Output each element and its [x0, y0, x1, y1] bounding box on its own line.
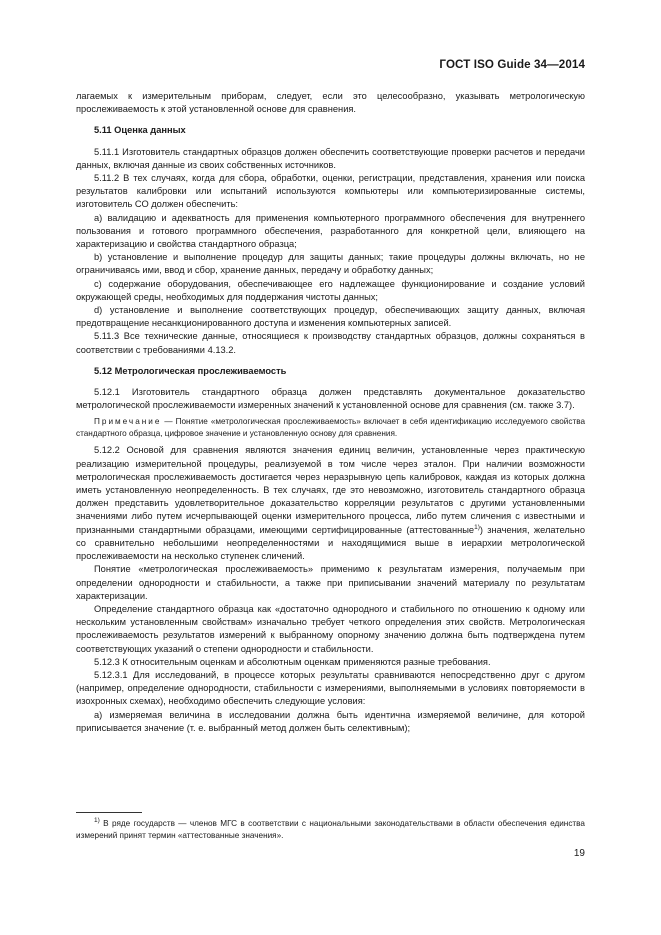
paragraph-5-12-3: 5.12.3 К относительным оценкам и абсолютным оценкам применяются разные требования.: [94, 656, 491, 667]
section-heading-5-12: 5.12 Метрологическая прослеживаемость: [94, 365, 287, 376]
section-heading-5-11: 5.11 Оценка данных: [94, 125, 186, 136]
note-text: — Понятие «метрологическая прослеживаемость» включает в себя идентификацию исследуемого свойства стандартного образца, цифровое значение и установленную основу для сравнения.: [76, 417, 585, 439]
paragraph-5-12-3-1: 5.12.3.1 Для исследований, в процессе которых результаты сравниваются непосредственно друг с другом (например, определение однородности, стабильности с измерениями, выполняемыми в условиях повторяемости в изохронных схемах), необходимо обеспечить следующие условия:: [76, 669, 585, 707]
note: [76, 416, 585, 440]
document-id-header: ГОСТ ISO Guide 34—2014: [439, 58, 585, 71]
footnote: [76, 818, 585, 842]
list-item-a-2: a) измеряемая величина в исследовании должна быть идентична измеряемой величине, для которой приписывается значение (т. е. выбранный метод должен быть селективным);: [76, 709, 585, 733]
footnote-separator: [76, 812, 142, 813]
paragraph-5-11-1: 5.11.1 Изготовитель стандартных образцов должен обеспечить соответствующие проверки расчетов и передачи данных, включая данные из своих собственных источников.: [76, 146, 585, 170]
paragraph-5-12-1: 5.12.1 Изготовитель стандартного образца должен представлять документальное доказательство метрологической прослеживаемости измеренных значений к установленной основе для сравнения (см. также 3.7).: [76, 387, 585, 411]
note-label: Примечание: [94, 417, 162, 427]
paragraph-5-11-3: 5.11.3 Все технические данные, относящиеся к производству стандартных образцов, должны сохраняться в соответствии с требованиями 4.13.2.: [76, 331, 585, 355]
list-item-d: d) установление и выполнение соответствующих процедур, обеспечивающих защиту данных, включая предотвращение несанкционированного доступа и изменения компьютерных записей.: [76, 305, 585, 329]
paragraph-5-12-2-part1: 5.12.2 Основой для сравнения являются значения единиц величин, установленные через практическую реализацию измерительной процедуры, реализуемой в том числе через эталон. При наличии возможности метрологическая прослеживаемость достигается через неразрывную цепь калибровок, каждая из которых должна иметь установленную неопределенность. В тех случаях, где это невозможно, изготовитель стандартного образца должен представить удовлетворительное доказательство корреляции результатов с другими установленными значениями либо путем исчерпывающей оценки измерительного процесса, либо путем сличения с известными и признанными стандартными образцами, имеющими сертифицированные (аттестованные: [76, 445, 585, 535]
footnote-reference: 1): [474, 523, 480, 531]
paragraph-5-12-2: [76, 444, 585, 563]
page-number: 19: [573, 848, 585, 859]
paragraph-concept: Понятие «метрологическая прослеживаемость» применимо к результатам измерения, получаемым при определении однородности и стабильности, а также при приписывании значений материалу по результатам характеризации.: [76, 564, 585, 601]
footnote-marker: 1): [94, 817, 100, 824]
list-item-a: a) валидацию и адекватность для применения компьютерного программного обеспечения для внутреннего пользования и готового программного обеспечения, разработанного для конкретной цели, влияющего на характеризацию и свойства стандартного образца;: [76, 212, 585, 250]
paragraph-5-11-2: 5.11.2 В тех случаях, когда для сбора, обработки, оценки, регистрации, представления, хранения или поиска результатов калибровки или испытаний используются компьютеры или компьютеризированные системы, изготовитель СО должен обеспечить:: [76, 173, 585, 210]
list-item-c: c) содержание оборудования, обеспечивающее его надлежащее функционирование и создание условий окружающей среды, необходимых для поддержания чистоты данных;: [76, 278, 585, 302]
paragraph-continuation: лагаемых к измерительным приборам, следует, если это целесообразно, указывать метрологическую прослеживаемость к этой установленной основе для сравнения.: [76, 91, 585, 115]
list-item-b: b) установление и выполнение процедур для защиты данных; такие процедуры должны включать, но не ограничиваясь ими, ввод и сбор, хранение данных, передачу и обработку данных;: [76, 252, 585, 276]
body-text: [76, 90, 585, 735]
footnote-text: В ряде государств — членов МГС в соответствии с национальными законодательствами в области обеспечения единства измерений принят термин «аттестованные значения».: [76, 819, 585, 840]
paragraph-definition: Определение стандартного образца как «достаточно однородного и стабильного по отношению к одному или нескольким установленным свойствам» изначально требует четкого определения этих свойств. Метрологическая прослеживаемость результатов измерений к выбранному опорному значению должна быть подтверждена путем соответствующих указаний о степени однородности и стабильности.: [76, 603, 585, 654]
paragraph-5-12-2-part2: ) значения, желательно со сравнительно небольшими неопределенностями и находящимися выше в иерархии метрологической прослеживаемости на несколько ступенек сличений.: [76, 524, 585, 562]
